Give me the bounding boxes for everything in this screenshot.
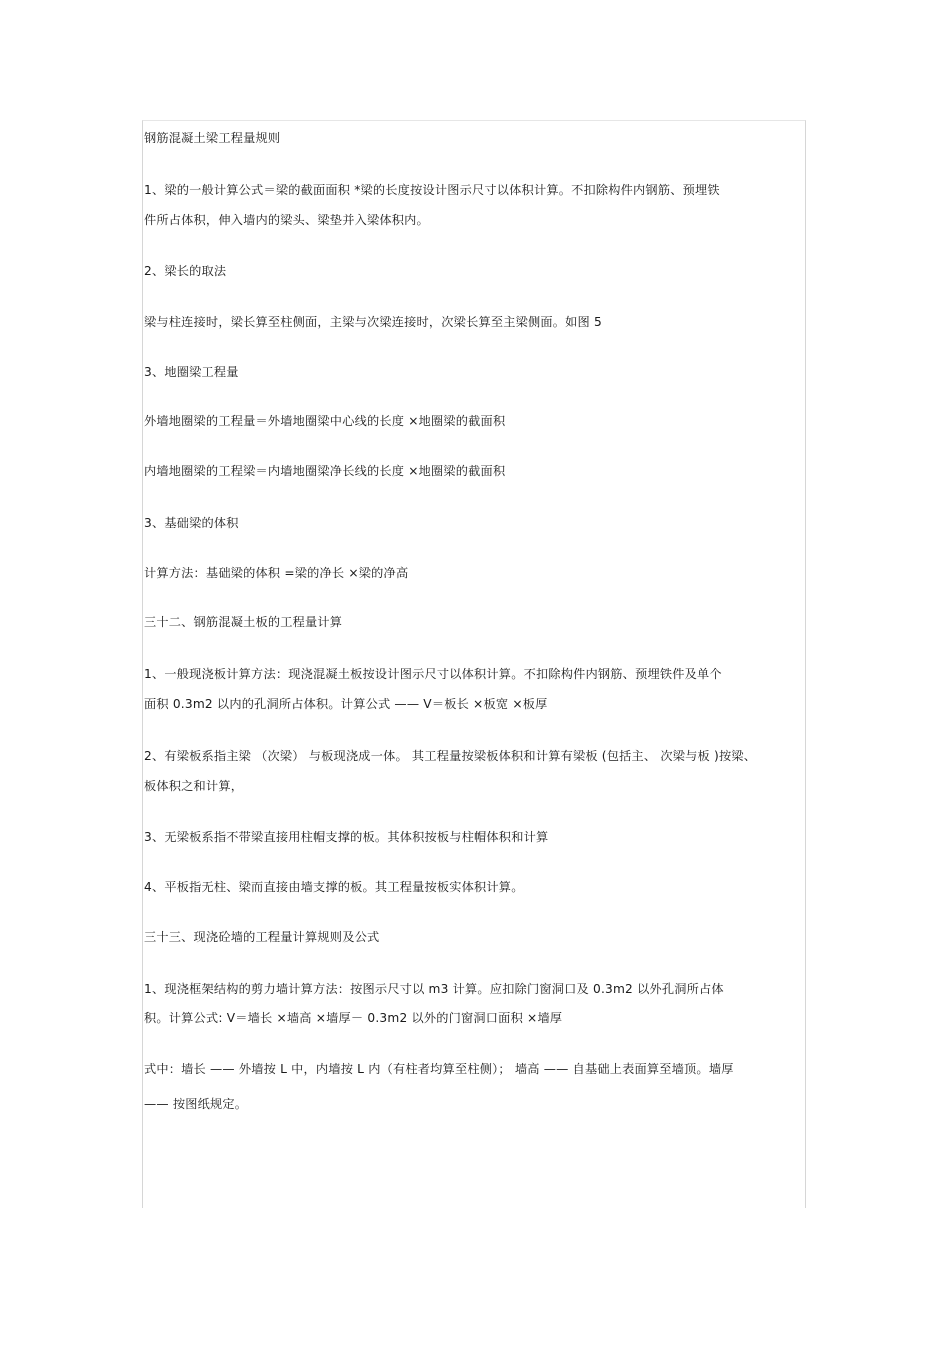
section-heading: 3、基础梁的体积 [144,516,239,530]
document-title: 钢筋混凝土梁工程量规则 [144,131,281,145]
formula-line: 内墙地圈梁的工程梁＝内墙地圈梁净长线的长度 ×地圈梁的截面积 [144,464,506,478]
text-line: 面积 0.3m2 以内的孔洞所占体积。计算公式 —— V＝板长 ×板宽 ×板厚 [144,697,548,711]
text-line: 3、无梁板系指不带梁直接用柱帽支撑的板。其体积按板与柱帽体积和计算 [144,830,549,844]
text-line: —— 按图纸规定。 [144,1097,248,1111]
text-line: 1、梁的一般计算公式＝梁的截面面积 *梁的长度按设计图示尺寸以体积计算。不扣除构件内钢筋、预埋铁 [144,183,720,197]
section-heading: 三十二、钢筋混凝土板的工程量计算 [144,615,343,629]
section-heading: 3、地圈梁工程量 [144,365,239,379]
text-line: 式中：墙长 —— 外墙按 L 中，内墙按 L 内（有柱者均算至柱侧）； 墙高 —— 自基础上表面算至墙顶。墙厚 [144,1062,734,1076]
formula-line: 计算方法：基础梁的体积 =梁的净长 ×梁的净高 [144,566,409,580]
page-frame [142,120,806,1208]
text-line: 1、一般现浇板计算方法：现浇混凝土板按设计图示尺寸以体积计算。不扣除构件内钢筋、预埋铁件及单个 [144,667,722,681]
text-line: 梁与柱连接时，梁长算至柱侧面，主梁与次梁连接时，次梁长算至主梁侧面。如图 5 [144,315,602,329]
formula-line: 外墙地圈梁的工程量＝外墙地圈梁中心线的长度 ×地圈梁的截面积 [144,414,506,428]
section-heading: 三十三、现浇砼墙的工程量计算规则及公式 [144,930,380,944]
text-line: 1、现浇框架结构的剪力墙计算方法：按图示尺寸以 m3 计算。应扣除门窗洞口及 0.3m2 以外孔洞所占体 [144,982,724,996]
text-line: 4、平板指无柱、梁而直接由墙支撑的板。其工程量按板实体积计算。 [144,880,524,894]
text-line: 2、有梁板系指主梁 （次梁） 与板现浇成一体。 其工程量按梁板体积和计算有梁板 (包括主、 次梁与板 )按梁、 [144,749,757,763]
formula-line: 积。计算公式: V＝墙长 ×墙高 ×墙厚－ 0.3m2 以外的门窗洞口面积 ×墙厚 [144,1011,563,1025]
text-line: 板体积之和计算， [144,779,244,793]
section-heading: 2、梁长的取法 [144,264,227,278]
text-line: 件所占体积，伸入墙内的梁头、梁垫并入梁体积内。 [144,213,429,227]
